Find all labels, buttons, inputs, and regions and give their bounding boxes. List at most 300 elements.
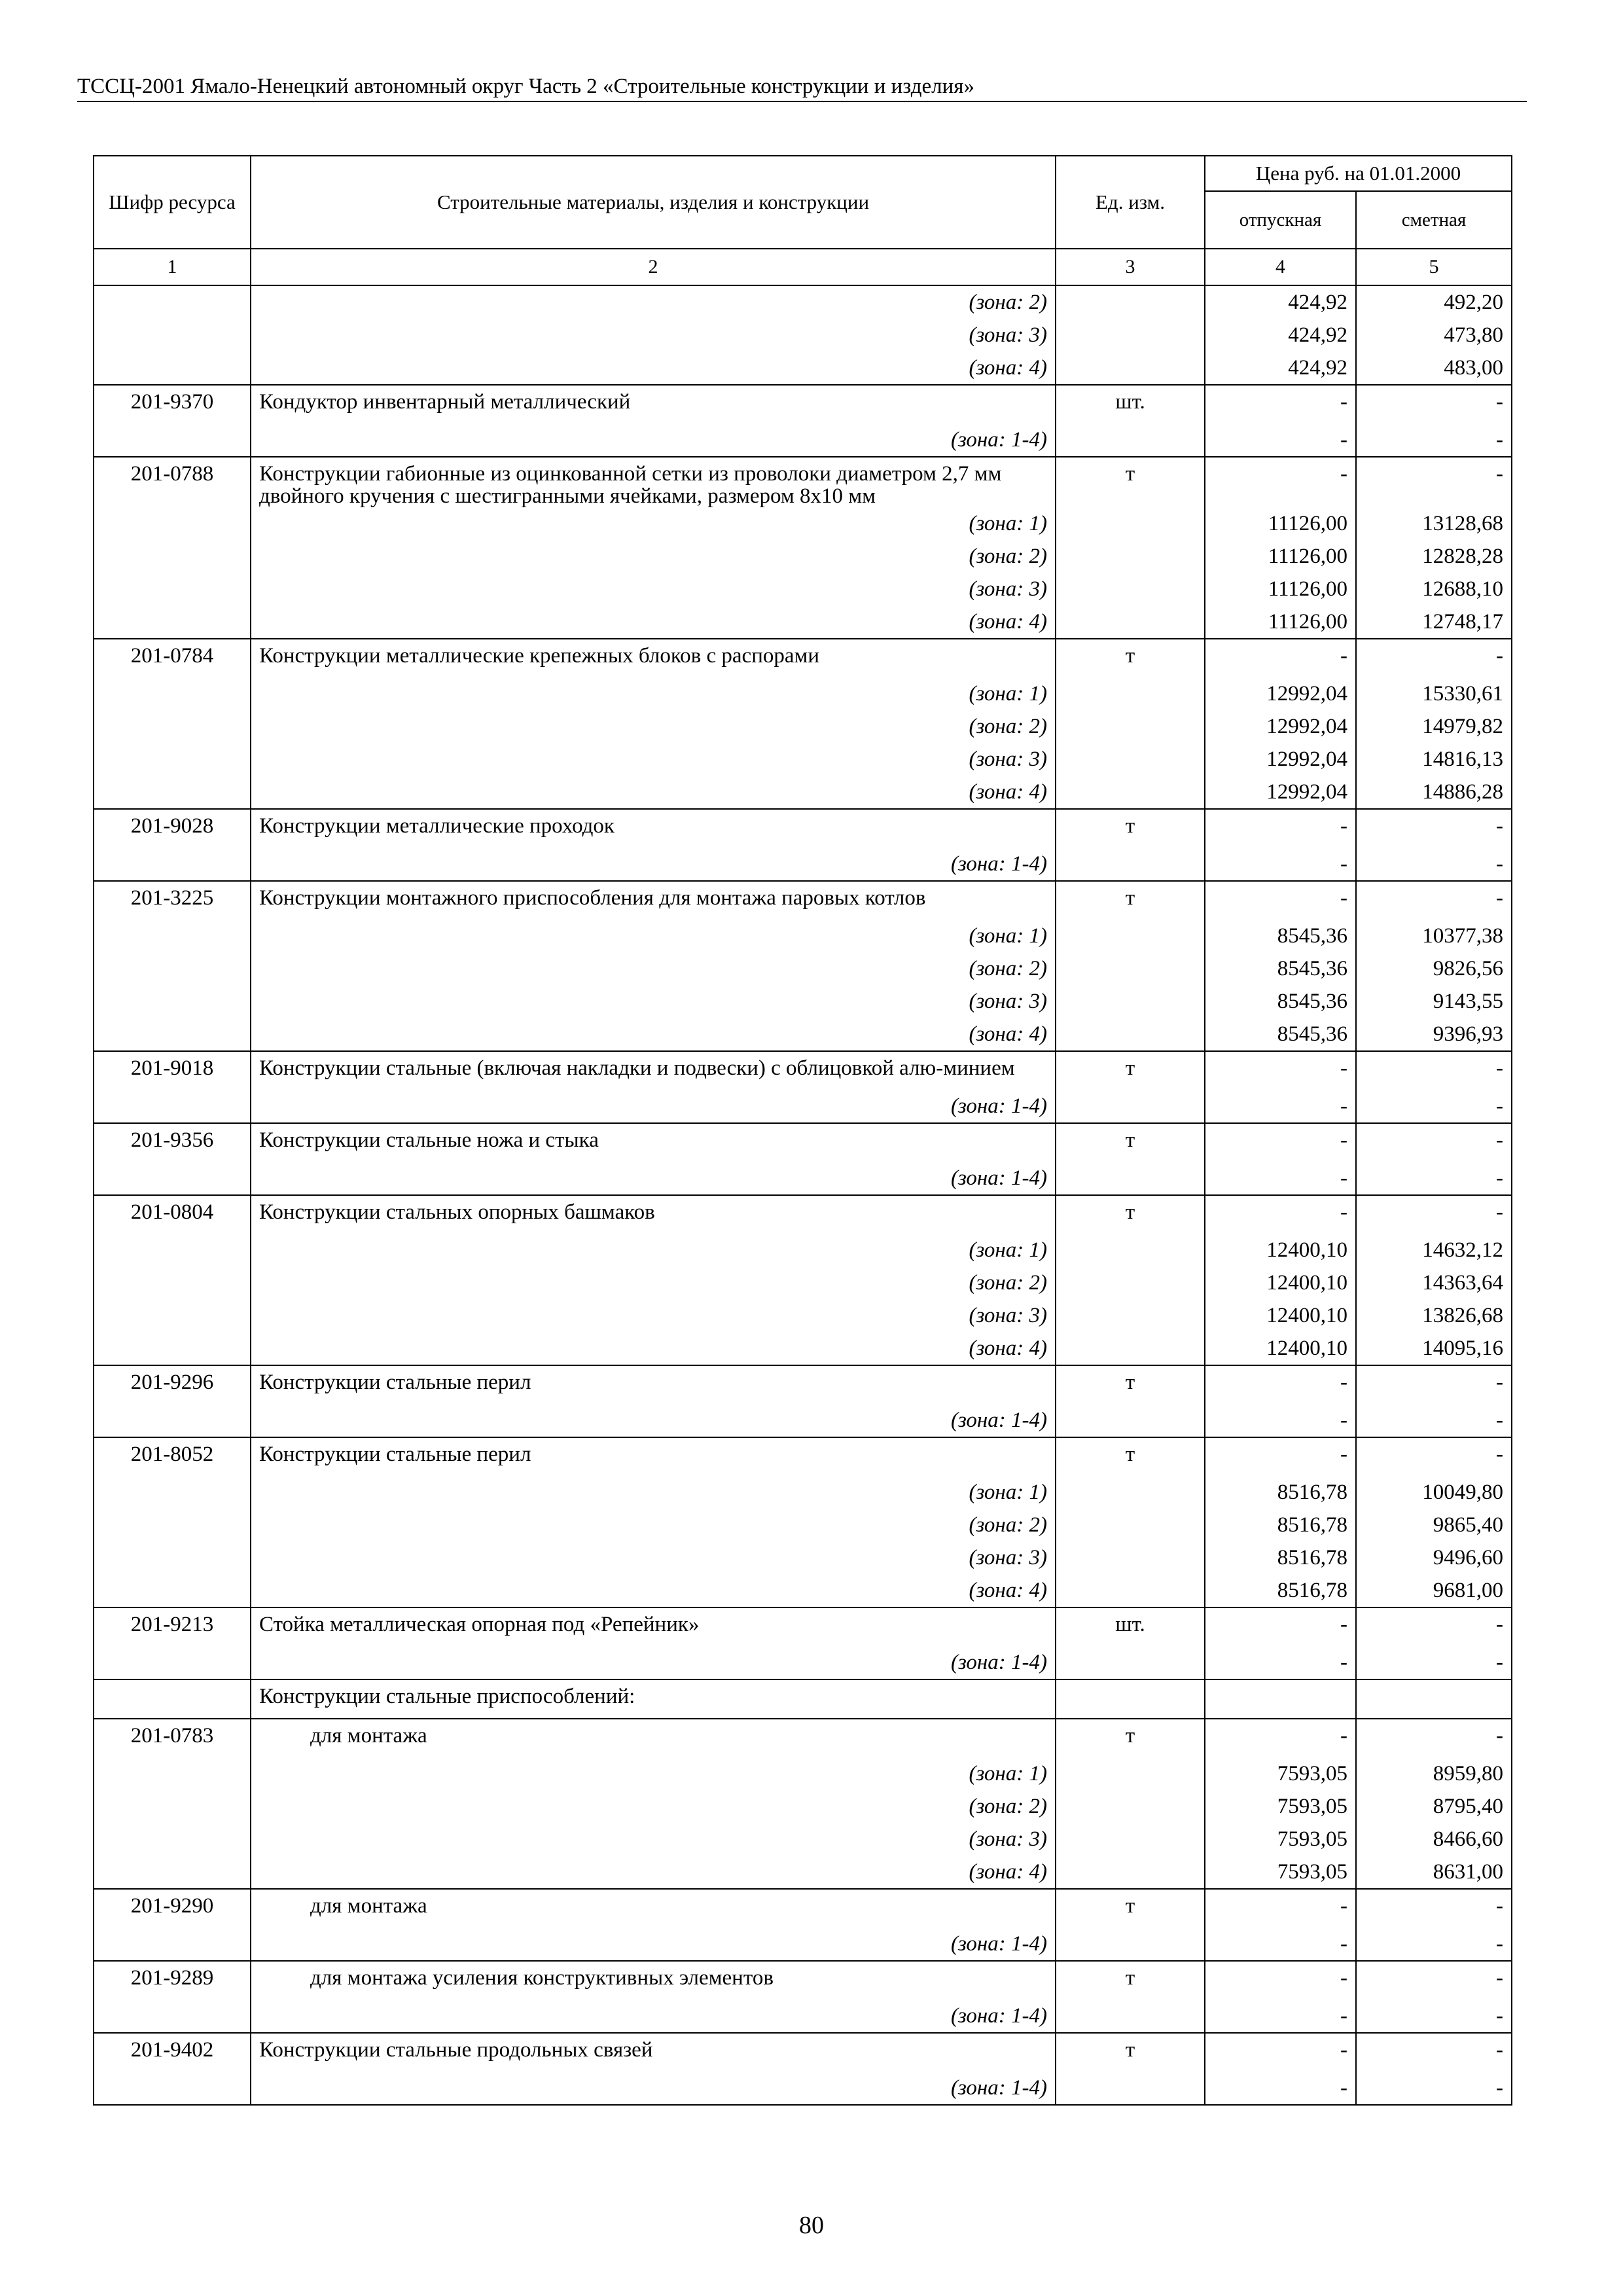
estimate-price: - xyxy=(1356,1365,1512,1404)
resource-code xyxy=(94,1266,251,1299)
resource-name: Конструкции стальные (включая накладки и подвески) с облицовкой алю-минием xyxy=(251,1051,1056,1090)
resource-code xyxy=(94,423,251,457)
table-row xyxy=(94,605,1512,639)
resource-code: 201-9290 xyxy=(94,1889,251,1928)
resource-group xyxy=(94,385,1512,457)
zone-label: (зона: 3) xyxy=(251,319,1056,351)
estimate-price: - xyxy=(1356,1123,1512,1162)
zone-label: (зона: 4) xyxy=(251,351,1056,385)
estimate-price: 12828,28 xyxy=(1356,540,1512,573)
resource-unit xyxy=(1056,1476,1205,1509)
resource-code xyxy=(94,1856,251,1889)
resource-group xyxy=(94,639,1512,809)
table-row xyxy=(94,1195,1512,1234)
release-price: - xyxy=(1205,1889,1356,1928)
release-price: 12400,10 xyxy=(1205,1299,1356,1332)
estimate-price: 12748,17 xyxy=(1356,605,1512,639)
table-row xyxy=(94,2033,1512,2072)
estimate-price: - xyxy=(1356,1162,1512,1195)
release-price: - xyxy=(1205,385,1356,423)
resource-unit xyxy=(1056,605,1205,639)
resource-name: Конструкции стальных опорных башмаков xyxy=(251,1195,1056,1234)
table-row xyxy=(94,848,1512,881)
table-row xyxy=(94,507,1512,540)
estimate-price: 492,20 xyxy=(1356,285,1512,319)
resource-code xyxy=(94,2000,251,2033)
estimate-price: 9143,55 xyxy=(1356,985,1512,1018)
table-row xyxy=(94,1051,1512,1090)
resource-code: 201-9356 xyxy=(94,1123,251,1162)
resource-code xyxy=(94,920,251,952)
resource-name: Конструкции металлические крепежных блоков с распорами xyxy=(251,639,1056,677)
estimate-price xyxy=(1356,1679,1512,1719)
zone-label: (зона: 3) xyxy=(251,1299,1056,1332)
resource-code: 201-9028 xyxy=(94,809,251,848)
estimate-price: - xyxy=(1356,1961,1512,2000)
release-price: - xyxy=(1205,1607,1356,1646)
resource-name: Конструкции стальные приспособлений: xyxy=(251,1679,1056,1719)
release-price: 424,92 xyxy=(1205,319,1356,351)
resource-code xyxy=(94,1018,251,1051)
table-row xyxy=(94,351,1512,385)
resource-unit xyxy=(1056,1790,1205,1823)
table-row xyxy=(94,1437,1512,1476)
estimate-price: - xyxy=(1356,385,1512,423)
col-code-header: Шифр ресурса xyxy=(94,156,251,249)
resource-code xyxy=(94,848,251,881)
resource-code xyxy=(94,319,251,351)
table-row xyxy=(94,540,1512,573)
release-price: 12400,10 xyxy=(1205,1234,1356,1266)
resource-unit xyxy=(1056,1266,1205,1299)
table-row xyxy=(94,1299,1512,1332)
release-price: - xyxy=(1205,1365,1356,1404)
resource-code xyxy=(94,1823,251,1856)
estimate-price: 13128,68 xyxy=(1356,507,1512,540)
resource-code xyxy=(94,1162,251,1195)
release-price: 11126,00 xyxy=(1205,507,1356,540)
release-price: - xyxy=(1205,1646,1356,1679)
resource-unit xyxy=(1056,1679,1205,1719)
resource-code xyxy=(94,710,251,743)
table-row xyxy=(94,1509,1512,1541)
col-number: 3 xyxy=(1056,249,1205,285)
resource-code: 201-9402 xyxy=(94,2033,251,2072)
table-row xyxy=(94,319,1512,351)
resource-code xyxy=(94,1790,251,1823)
col-number: 4 xyxy=(1205,249,1356,285)
zone-label: (зона: 2) xyxy=(251,1509,1056,1541)
estimate-price: - xyxy=(1356,457,1512,507)
resource-code: 201-3225 xyxy=(94,881,251,920)
resource-name: для монтажа xyxy=(251,1889,1056,1928)
table-head xyxy=(94,156,1512,285)
release-price: - xyxy=(1205,2033,1356,2072)
resource-code xyxy=(94,743,251,776)
zone-label: (зона: 2) xyxy=(251,1266,1056,1299)
resource-name: Конструкции металлические проходок xyxy=(251,809,1056,848)
estimate-price: - xyxy=(1356,809,1512,848)
resource-code xyxy=(94,1679,251,1719)
zone-label: (зона: 3) xyxy=(251,1541,1056,1574)
zone-label: (зона: 1) xyxy=(251,507,1056,540)
resource-name: Конструкции стальные ножа и стыка xyxy=(251,1123,1056,1162)
zone-label: (зона: 4) xyxy=(251,776,1056,809)
estimate-price: - xyxy=(1356,1889,1512,1928)
table-row xyxy=(94,1404,1512,1437)
estimate-price: - xyxy=(1356,2000,1512,2033)
release-price: - xyxy=(1205,1090,1356,1123)
resource-unit xyxy=(1056,1823,1205,1856)
resource-code xyxy=(94,605,251,639)
resource-name: Конструкции монтажного приспособления для монтажа паровых котлов xyxy=(251,881,1056,920)
resource-unit xyxy=(1056,776,1205,809)
release-price: 11126,00 xyxy=(1205,605,1356,639)
resource-unit xyxy=(1056,1928,1205,1961)
zone-label: (зона: 1) xyxy=(251,1476,1056,1509)
estimate-price: - xyxy=(1356,1051,1512,1090)
table-row xyxy=(94,1679,1512,1719)
resource-unit: т xyxy=(1056,457,1205,507)
estimate-price: 9396,93 xyxy=(1356,1018,1512,1051)
resource-code xyxy=(94,1299,251,1332)
estimate-price: - xyxy=(1356,1437,1512,1476)
resource-unit: т xyxy=(1056,639,1205,677)
resource-code xyxy=(94,1574,251,1607)
release-price: - xyxy=(1205,1437,1356,1476)
table-row xyxy=(94,1476,1512,1509)
release-price: 12992,04 xyxy=(1205,710,1356,743)
resource-group xyxy=(94,1051,1512,1123)
resource-code: 201-0784 xyxy=(94,639,251,677)
table-row xyxy=(94,1856,1512,1889)
resource-unit xyxy=(1056,1162,1205,1195)
estimate-price: 14095,16 xyxy=(1356,1332,1512,1365)
table-row xyxy=(94,1018,1512,1051)
zone-label: (зона: 1-4) xyxy=(251,848,1056,881)
estimate-price: 8466,60 xyxy=(1356,1823,1512,1856)
resource-unit xyxy=(1056,285,1205,319)
resource-unit xyxy=(1056,677,1205,710)
table-row xyxy=(94,1123,1512,1162)
table-row xyxy=(94,1162,1512,1195)
zone-label: (зона: 3) xyxy=(251,573,1056,605)
resource-name: Конструкции стальные перил xyxy=(251,1437,1056,1476)
release-price: 7593,05 xyxy=(1205,1856,1356,1889)
resource-code xyxy=(94,1332,251,1365)
zone-label: (зона: 2) xyxy=(251,540,1056,573)
resource-code xyxy=(94,1928,251,1961)
estimate-price: 473,80 xyxy=(1356,319,1512,351)
page-header: ТССЦ-2001 Ямало-Ненецкий автономный округ Часть 2 «Строительные конструкции и изделия» xyxy=(77,73,1527,102)
table-row xyxy=(94,881,1512,920)
col-release-header: отпускная xyxy=(1205,191,1356,249)
resource-group xyxy=(94,285,1512,385)
estimate-price: 9865,40 xyxy=(1356,1509,1512,1541)
table-row xyxy=(94,2000,1512,2033)
table-row xyxy=(94,1823,1512,1856)
table-row xyxy=(94,1266,1512,1299)
table-row xyxy=(94,573,1512,605)
release-price: 7593,05 xyxy=(1205,1757,1356,1790)
resource-unit: т xyxy=(1056,1889,1205,1928)
release-price: 11126,00 xyxy=(1205,573,1356,605)
release-price: 8545,36 xyxy=(1205,1018,1356,1051)
release-price: - xyxy=(1205,2000,1356,2033)
release-price: 424,92 xyxy=(1205,285,1356,319)
table-row xyxy=(94,1961,1512,2000)
estimate-price: 9681,00 xyxy=(1356,1574,1512,1607)
estimate-price: - xyxy=(1356,423,1512,457)
estimate-price: 8959,80 xyxy=(1356,1757,1512,1790)
table-row xyxy=(94,743,1512,776)
estimate-price: 13826,68 xyxy=(1356,1299,1512,1332)
resource-unit: т xyxy=(1056,1961,1205,2000)
estimate-price: - xyxy=(1356,1646,1512,1679)
release-price: 7593,05 xyxy=(1205,1823,1356,1856)
estimate-price: - xyxy=(1356,1195,1512,1234)
release-price: - xyxy=(1205,1404,1356,1437)
resource-code xyxy=(94,1646,251,1679)
release-price: 12992,04 xyxy=(1205,776,1356,809)
resource-unit: т xyxy=(1056,1195,1205,1234)
zone-label: (зона: 3) xyxy=(251,985,1056,1018)
resource-group xyxy=(94,1365,1512,1437)
table-row xyxy=(94,920,1512,952)
resource-code xyxy=(94,1090,251,1123)
resource-group xyxy=(94,1437,1512,1607)
resource-group xyxy=(94,1195,1512,1365)
release-price: - xyxy=(1205,639,1356,677)
resource-code xyxy=(94,507,251,540)
zone-label: (зона: 1) xyxy=(251,1234,1056,1266)
zone-label: (зона: 1) xyxy=(251,677,1056,710)
release-price: 11126,00 xyxy=(1205,540,1356,573)
resource-code xyxy=(94,952,251,985)
estimate-price: - xyxy=(1356,639,1512,677)
resource-name: Конструкции габионные из оцинкованной сетки из проволоки диаметром 2,7 мм двойного кручения с шестигранными ячейками, размером 8х10 мм xyxy=(251,457,1056,507)
zone-label: (зона: 4) xyxy=(251,1856,1056,1889)
page-number: 80 xyxy=(799,2212,824,2239)
resource-unit: т xyxy=(1056,2033,1205,2072)
resource-code: 201-9296 xyxy=(94,1365,251,1404)
zone-label: (зона: 1) xyxy=(251,920,1056,952)
resource-unit: т xyxy=(1056,1123,1205,1162)
resource-code xyxy=(94,573,251,605)
col-name-header: Строительные материалы, изделия и конструкции xyxy=(251,156,1056,249)
release-price: - xyxy=(1205,848,1356,881)
resource-group xyxy=(94,1889,1512,1961)
release-price: - xyxy=(1205,809,1356,848)
resource-code xyxy=(94,985,251,1018)
table-row xyxy=(94,457,1512,507)
table-row xyxy=(94,1541,1512,1574)
release-price: 12992,04 xyxy=(1205,677,1356,710)
table-row xyxy=(94,285,1512,319)
release-price: - xyxy=(1205,2072,1356,2105)
zone-label: (зона: 3) xyxy=(251,743,1056,776)
resource-unit xyxy=(1056,743,1205,776)
resource-unit: т xyxy=(1056,809,1205,848)
resource-code xyxy=(94,1509,251,1541)
estimate-price: - xyxy=(1356,1928,1512,1961)
release-price: 8516,78 xyxy=(1205,1574,1356,1607)
estimate-price: 8795,40 xyxy=(1356,1790,1512,1823)
col-number: 2 xyxy=(251,249,1056,285)
table-row xyxy=(94,423,1512,457)
resource-unit: т xyxy=(1056,1365,1205,1404)
table-row xyxy=(94,809,1512,848)
resource-code: 201-9018 xyxy=(94,1051,251,1090)
resource-code xyxy=(94,776,251,809)
estimate-price: 8631,00 xyxy=(1356,1856,1512,1889)
resource-code: 201-0788 xyxy=(94,457,251,507)
resource-unit xyxy=(1056,1018,1205,1051)
col-number: 1 xyxy=(94,249,251,285)
resource-code xyxy=(94,1404,251,1437)
table-row xyxy=(94,1607,1512,1646)
resource-unit: т xyxy=(1056,1051,1205,1090)
table-row xyxy=(94,710,1512,743)
resource-group xyxy=(94,1719,1512,1889)
estimate-price: 9496,60 xyxy=(1356,1541,1512,1574)
estimate-price: - xyxy=(1356,1719,1512,1757)
resource-code: 201-9289 xyxy=(94,1961,251,2000)
resource-code xyxy=(94,1757,251,1790)
resource-unit xyxy=(1056,540,1205,573)
estimate-price: 9826,56 xyxy=(1356,952,1512,985)
estimate-price: - xyxy=(1356,1090,1512,1123)
zone-label: (зона: 2) xyxy=(251,285,1056,319)
resource-name: Стойка металлическая опорная под «Репейник» xyxy=(251,1607,1056,1646)
resource-code xyxy=(94,677,251,710)
resource-unit xyxy=(1056,423,1205,457)
estimate-price: 14632,12 xyxy=(1356,1234,1512,1266)
estimate-price: - xyxy=(1356,2033,1512,2072)
release-price: 8516,78 xyxy=(1205,1541,1356,1574)
resource-unit xyxy=(1056,985,1205,1018)
col-price-group-header: Цена руб. на 01.01.2000 xyxy=(1205,156,1512,191)
resource-code: 201-8052 xyxy=(94,1437,251,1476)
zone-label: (зона: 3) xyxy=(251,1823,1056,1856)
price-table xyxy=(93,155,1512,2106)
resource-group xyxy=(94,457,1512,639)
resource-group xyxy=(94,2033,1512,2105)
release-price: - xyxy=(1205,457,1356,507)
resource-code: 201-9213 xyxy=(94,1607,251,1646)
estimate-price: 14363,64 xyxy=(1356,1266,1512,1299)
estimate-price: 14979,82 xyxy=(1356,710,1512,743)
resource-unit xyxy=(1056,1404,1205,1437)
release-price: 8545,36 xyxy=(1205,920,1356,952)
release-price: - xyxy=(1205,423,1356,457)
resource-unit xyxy=(1056,1856,1205,1889)
release-price: 12992,04 xyxy=(1205,743,1356,776)
zone-label: (зона: 4) xyxy=(251,1018,1056,1051)
resource-name: Кондуктор инвентарный металлический xyxy=(251,385,1056,423)
resource-code xyxy=(94,285,251,319)
estimate-price: 483,00 xyxy=(1356,351,1512,385)
table-row xyxy=(94,2072,1512,2105)
col-estimate-header: сметная xyxy=(1356,191,1512,249)
resource-unit xyxy=(1056,952,1205,985)
release-price: 12400,10 xyxy=(1205,1332,1356,1365)
resource-code xyxy=(94,540,251,573)
zone-label: (зона: 2) xyxy=(251,952,1056,985)
zone-label: (зона: 1-4) xyxy=(251,423,1056,457)
release-price: 8516,78 xyxy=(1205,1509,1356,1541)
release-price xyxy=(1205,1679,1356,1719)
zone-label: (зона: 2) xyxy=(251,1790,1056,1823)
resource-group xyxy=(94,809,1512,881)
resource-unit: шт. xyxy=(1056,1607,1205,1646)
table-row xyxy=(94,1889,1512,1928)
release-price: 424,92 xyxy=(1205,351,1356,385)
resource-group xyxy=(94,1961,1512,2033)
estimate-price: - xyxy=(1356,881,1512,920)
resource-group xyxy=(94,1123,1512,1195)
table-row xyxy=(94,385,1512,423)
resource-group xyxy=(94,1679,1512,1719)
estimate-price: - xyxy=(1356,1607,1512,1646)
resource-name: для монтажа xyxy=(251,1719,1056,1757)
resource-unit xyxy=(1056,351,1205,385)
resource-unit xyxy=(1056,1757,1205,1790)
resource-unit xyxy=(1056,2000,1205,2033)
zone-label: (зона: 1-4) xyxy=(251,1646,1056,1679)
zone-label: (зона: 1-4) xyxy=(251,1162,1056,1195)
table-row xyxy=(94,1332,1512,1365)
resource-name: Конструкции стальные продольных связей xyxy=(251,2033,1056,2072)
resource-unit: шт. xyxy=(1056,385,1205,423)
release-price: - xyxy=(1205,881,1356,920)
zone-label: (зона: 1-4) xyxy=(251,1404,1056,1437)
resource-name: для монтажа усиления конструктивных элементов xyxy=(251,1961,1056,2000)
release-price: - xyxy=(1205,1195,1356,1234)
zone-label: (зона: 4) xyxy=(251,1332,1056,1365)
table-row xyxy=(94,639,1512,677)
zone-label: (зона: 1-4) xyxy=(251,2072,1056,2105)
resource-unit xyxy=(1056,507,1205,540)
resource-code: 201-0783 xyxy=(94,1719,251,1757)
col-unit-header: Ед. изм. xyxy=(1056,156,1205,249)
resource-unit xyxy=(1056,1541,1205,1574)
zone-label: (зона: 1-4) xyxy=(251,1928,1056,1961)
table-row xyxy=(94,1646,1512,1679)
resource-code xyxy=(94,1541,251,1574)
release-price: - xyxy=(1205,1051,1356,1090)
resource-unit xyxy=(1056,710,1205,743)
resource-unit xyxy=(1056,1574,1205,1607)
resource-unit: т xyxy=(1056,1437,1205,1476)
zone-label: (зона: 1-4) xyxy=(251,1090,1056,1123)
resource-name: Конструкции стальные перил xyxy=(251,1365,1056,1404)
zone-label: (зона: 4) xyxy=(251,605,1056,639)
resource-unit xyxy=(1056,1332,1205,1365)
resource-unit xyxy=(1056,848,1205,881)
estimate-price: 12688,10 xyxy=(1356,573,1512,605)
estimate-price: 14886,28 xyxy=(1356,776,1512,809)
estimate-price: 10049,80 xyxy=(1356,1476,1512,1509)
table-row xyxy=(94,1790,1512,1823)
resource-unit xyxy=(1056,2072,1205,2105)
resource-code xyxy=(94,1234,251,1266)
release-price: - xyxy=(1205,1123,1356,1162)
release-price: - xyxy=(1205,1928,1356,1961)
estimate-price: - xyxy=(1356,1404,1512,1437)
release-price: 8545,36 xyxy=(1205,952,1356,985)
resource-unit xyxy=(1056,1646,1205,1679)
